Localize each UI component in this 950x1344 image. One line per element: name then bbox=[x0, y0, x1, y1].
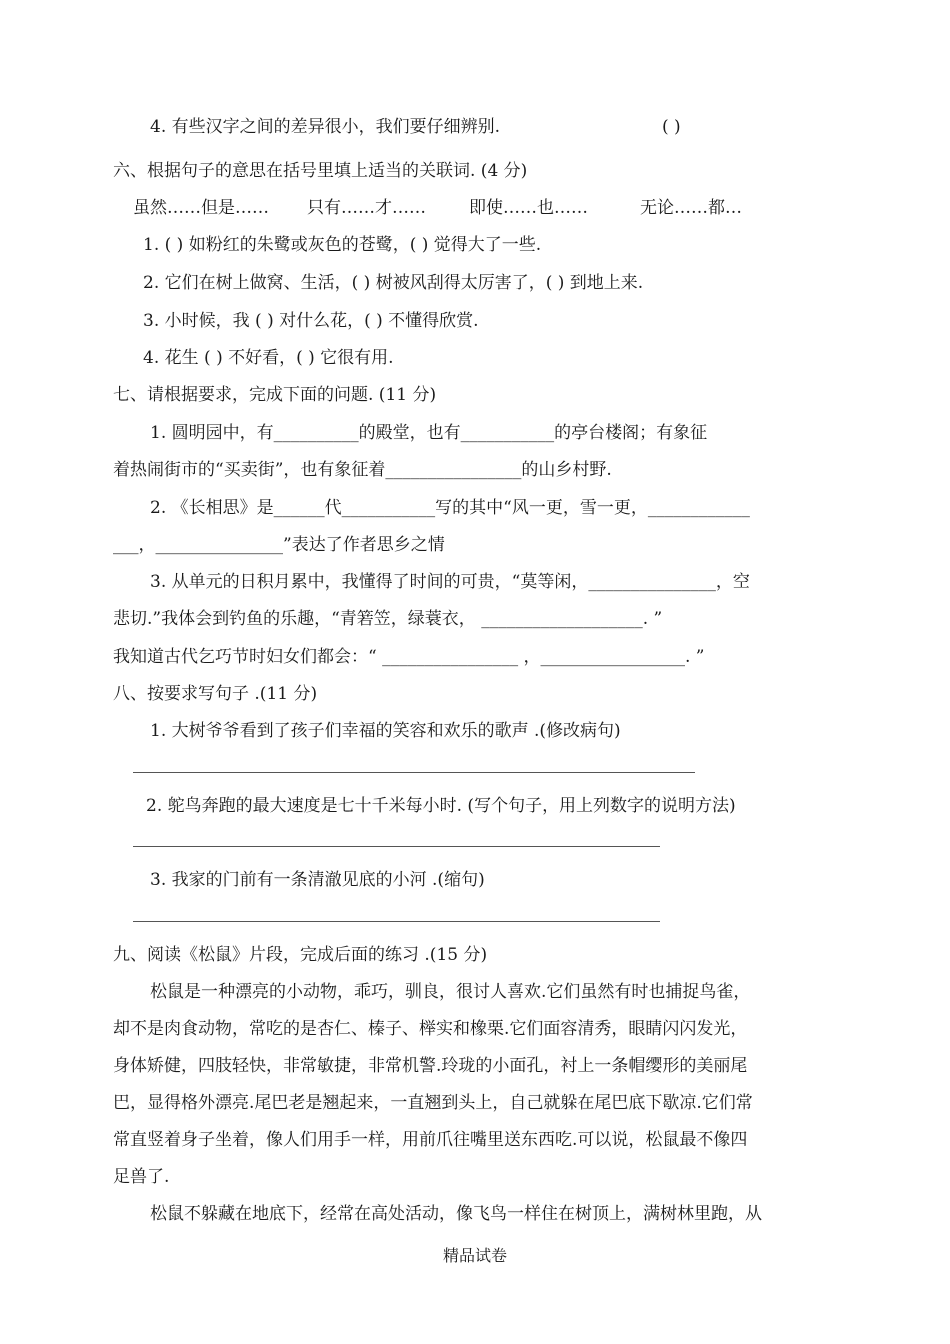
conjunction-choice-3: 即使……也…… bbox=[469, 198, 588, 218]
s5-q4-answer-paren: ( ) bbox=[662, 117, 681, 137]
passage-p1-line1: 松鼠是一种漂亮的小动物，乖巧，驯良，很讨人喜欢.它们虽然有时也捕捉鸟雀， bbox=[150, 982, 751, 1002]
s8-q2: 2. 鸵鸟奔跑的最大速度是七十千米每小时. (写个句子，用上列数字的说明方法) bbox=[146, 796, 736, 816]
conjunction-choice-2: 只有……才…… bbox=[307, 198, 426, 218]
section-7-heading: 七、请根据要求，完成下面的问题. (11 分) bbox=[113, 385, 437, 405]
page-footer: 精品试卷 bbox=[442, 1246, 507, 1265]
conjunction-choice-1: 虽然……但是…… bbox=[133, 198, 269, 218]
s8-q1: 1. 大树爷爷看到了孩子们幸福的笑容和欢乐的歌声 .(修改病句) bbox=[150, 721, 621, 741]
s6-q2: 2. 它们在树上做窝、生活，( ) 树被风刮得太厉害了，( ) 到地上来. bbox=[143, 273, 644, 293]
s7-q2-line1: 2. 《长相思》是______代___________写的其中“风一更，雪一更，____________ bbox=[150, 498, 750, 518]
passage-p1-line4: 巴，显得格外漂亮.尾巴老是翘起来，一直翘到头上，自己就躲在尾巴底下歇凉.它们常 bbox=[113, 1093, 753, 1113]
s6-q1: 1. ( ) 如粉红的朱鹭或灰色的苍鹭，( ) 觉得大了一些. bbox=[143, 235, 542, 255]
s7-q3-line2: 悲切.”我体会到钓鱼的乐趣，“青箬笠，绿蓑衣， ___________________. ” bbox=[113, 609, 663, 629]
answer-line-1[interactable] bbox=[133, 772, 695, 773]
passage-p1-line6: 足兽了. bbox=[113, 1167, 170, 1187]
passage-p1-line2: 却不是肉食动物，常吃的是杏仁、榛子、榉实和橡栗.它们面容清秀，眼睛闪闪发光， bbox=[113, 1019, 748, 1039]
passage-p2-line1: 松鼠不躲藏在地底下，经常在高处活动，像飞鸟一样住在树顶上，满树林里跑，从 bbox=[150, 1204, 762, 1224]
s6-q3: 3. 小时候，我 ( ) 对什么花，( ) 不懂得欣赏. bbox=[143, 311, 479, 331]
answer-line-3[interactable] bbox=[133, 921, 660, 922]
conjunction-choice-4: 无论……都… bbox=[640, 198, 742, 218]
s7-q1-line1: 1. 圆明园中，有__________的殿堂，也有___________的亭台楼阁；有象征 bbox=[150, 423, 708, 443]
s7-q1-line2: 着热闹街市的“买卖街”，也有象征着________________的山乡村野. bbox=[113, 460, 612, 480]
section-9-heading: 九、阅读《松鼠》片段，完成后面的练习 .(15 分) bbox=[113, 945, 488, 965]
section-8-heading: 八、按要求写句子 .(11 分) bbox=[113, 684, 318, 704]
s8-q3: 3. 我家的门前有一条清澈见底的小河 .(缩句) bbox=[150, 870, 485, 890]
passage-p1-line3: 身体矫健，四肢轻快，非常敏捷，非常机警.玲珑的小面孔，衬上一条帽缨形的美丽尾 bbox=[113, 1056, 748, 1076]
section-6-heading: 六、根据句子的意思在括号里填上适当的关联词. (4 分) bbox=[113, 161, 528, 181]
answer-line-2[interactable] bbox=[133, 846, 660, 847]
s6-q4: 4. 花生 ( ) 不好看，( ) 它很有用. bbox=[143, 348, 394, 368]
s5-q4: 4. 有些汉字之间的差异很小，我们要仔细辨别. bbox=[150, 117, 501, 137]
s7-q3-line3: 我知道古代乞巧节时妇女们都会：“ ________________ ，_________________. ” bbox=[113, 647, 705, 667]
passage-p1-line5: 常直竖着身子坐着，像人们用手一样，用前爪往嘴里送东西吃.可以说，松鼠最不像四 bbox=[113, 1130, 748, 1150]
s7-q3-line1: 3. 从单元的日积月累中，我懂得了时间的可贵，“莫等闲，_______________，空 bbox=[150, 572, 750, 592]
s7-q2-line2: ___，_______________”表达了作者思乡之情 bbox=[113, 535, 445, 555]
